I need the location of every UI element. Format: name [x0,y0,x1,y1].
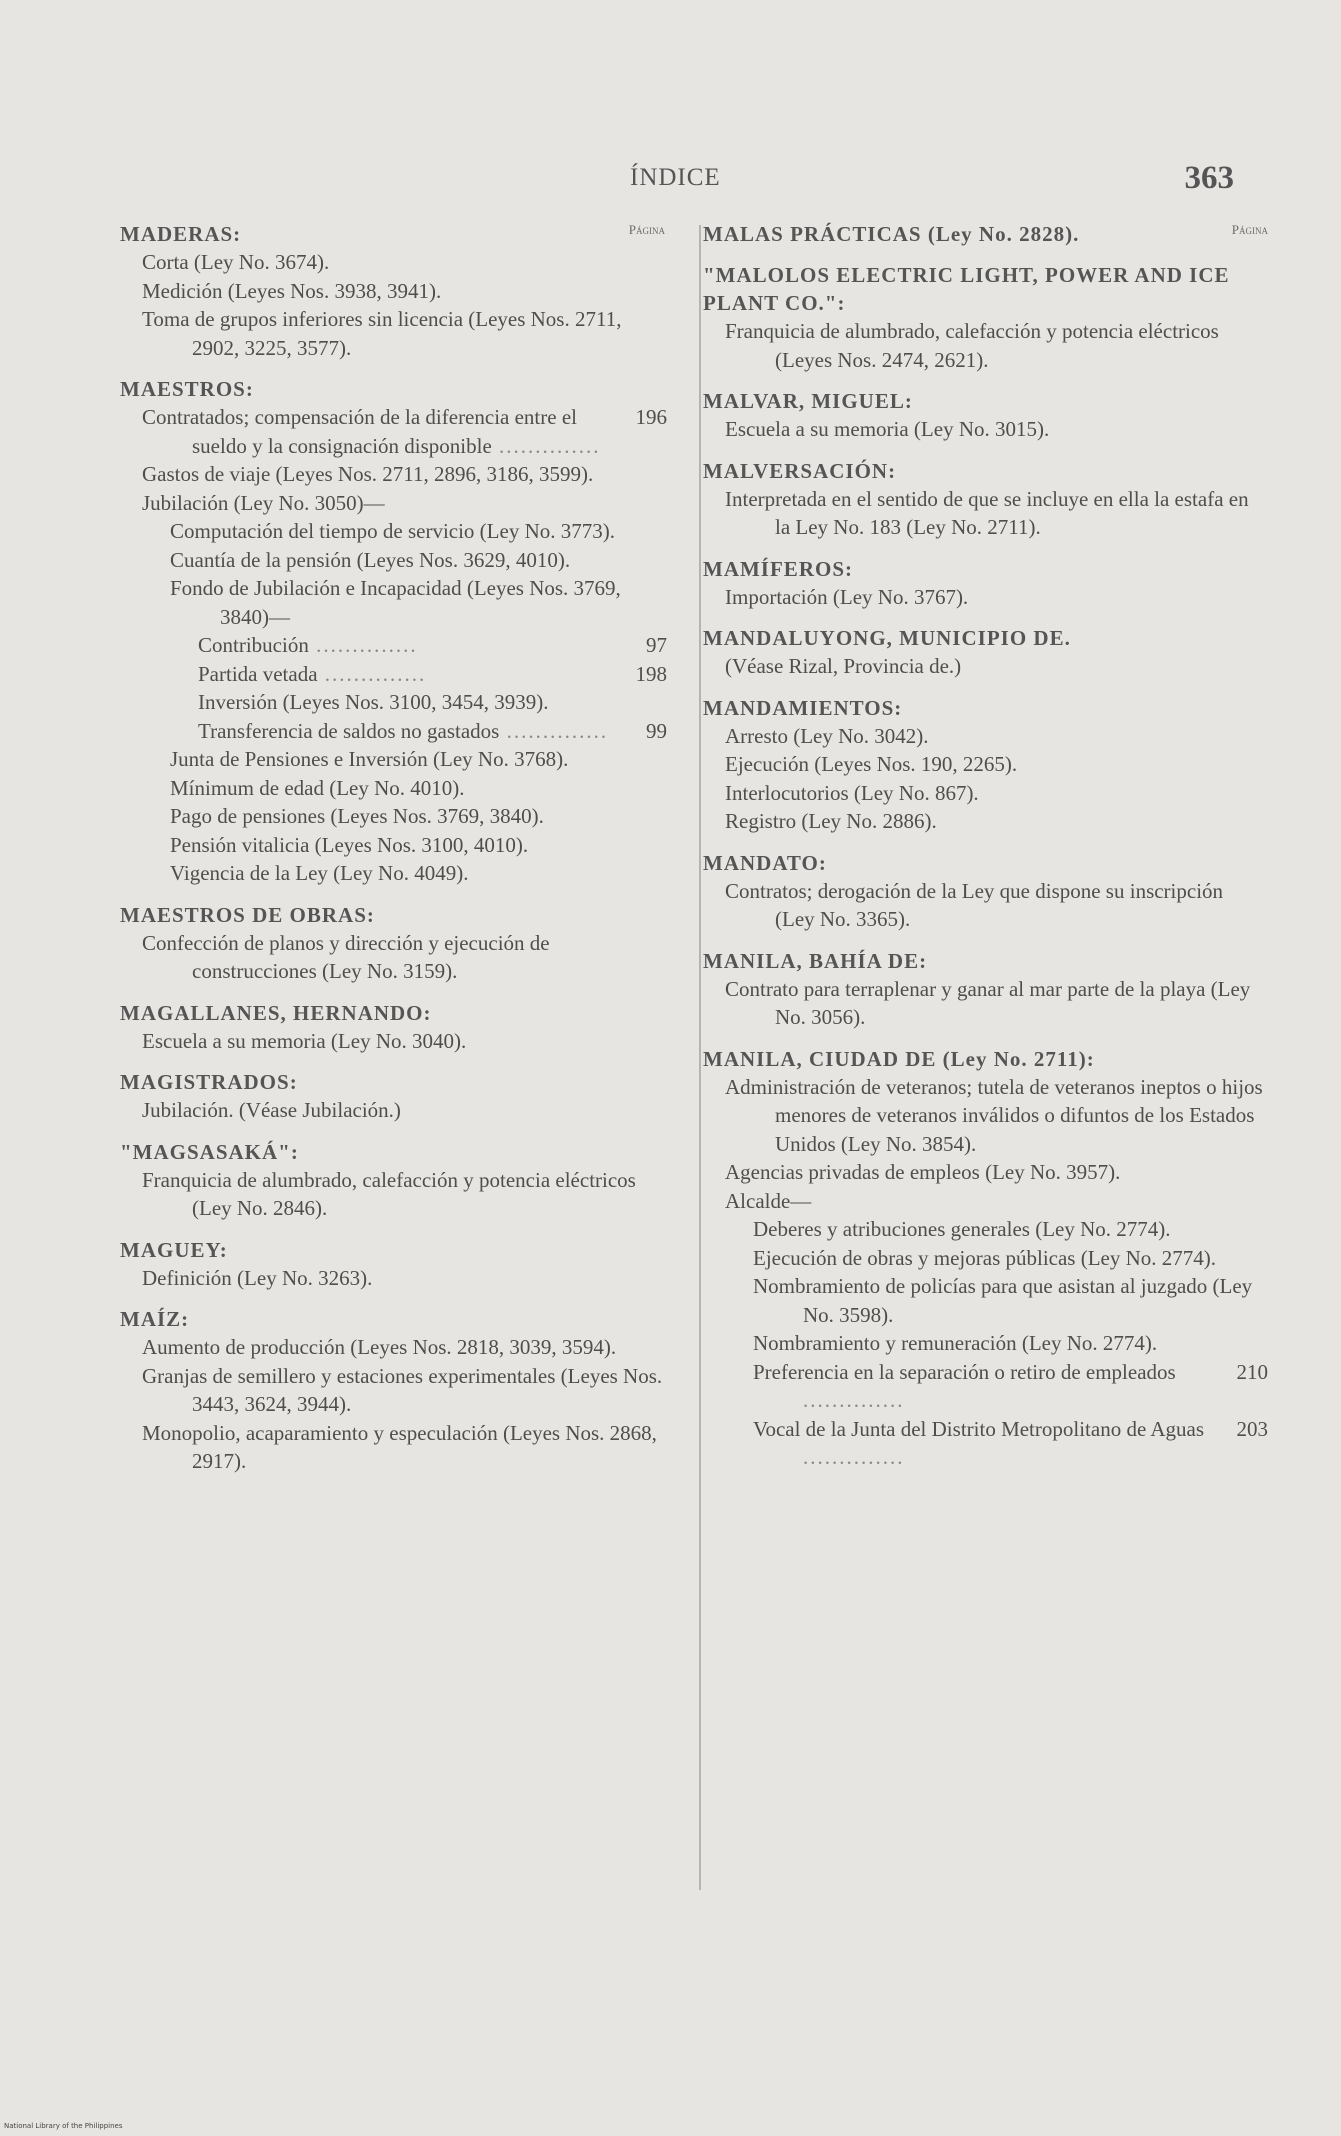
entry-subline [703,807,1263,836]
entry-subline [703,1187,1263,1216]
subline-text: Agencias privadas de empleos (Ley No. 3957). [725,1160,1121,1184]
subline-text: Alcalde— [725,1188,812,1213]
dot-leader: .............. [803,1388,905,1412]
entry-subline [703,1415,1268,1472]
index-entry [120,375,665,888]
subline-text: Gastos de viaje (Leyes Nos. 2711, 2896, 3186, 3599). [142,462,594,486]
index-entry [120,1305,665,1476]
entry-subline [120,574,665,631]
subline-text: Inversión (Leyes Nos. 3100, 3454, 3939). [198,690,549,714]
left-column [120,220,665,1489]
entry-subline [703,722,1263,751]
subline-text: Confección de planos y dirección y ejecución de construcciones (Ley No. 3159). [142,930,550,983]
index-entry [703,849,1263,934]
entry-subline [703,1329,1263,1358]
subline-text: Contratos; derogación de la Ley que dispone su inscripción (Ley No. 3365). [725,878,1224,931]
subline-text: Ejecución (Leyes Nos. 190, 2265). [725,752,1018,776]
entry-subline [703,1158,1263,1187]
page-number: 363 [1184,160,1234,196]
entry-heading: MAÍZ: [120,1307,190,1331]
index-entry [703,624,1263,681]
entry-subline [120,403,665,460]
subline-text: Toma de grupos inferiores sin licencia (Leyes Nos. 2711, 2902, 3225, 3577). [142,307,622,360]
entry-heading: MALAS PRÁCTICAS (Ley No. 2828). [703,222,1080,246]
subline-text: Franquicia de alumbrado, calefacción y potencia eléctricos (Leyes Nos. 2474, 2621). [725,319,1219,372]
entry-subline [703,975,1263,1032]
page-title: ÍNDICE [630,164,721,191]
entry-subline [120,1027,665,1056]
entry-heading: "MAGSASAKÁ": [120,1139,299,1164]
entry-heading: MANDATO: [703,850,827,875]
entry-subline [120,745,665,774]
subline-text: Pensión vitalicia (Leyes Nos. 3100, 4010). [170,832,529,857]
right-column [703,220,1268,1485]
dot-leader: .............. [317,661,427,686]
entry-subline [703,652,1263,681]
index-entry [703,694,1263,836]
entry-subline [120,248,665,277]
subline-text: Jubilación. (Véase Jubilación.) [142,1098,401,1122]
dot-leader: .............. [308,633,418,657]
entry-subline [120,546,665,575]
entry-subline [703,1358,1268,1415]
subline-text: Cuantía de la pensión (Leyes Nos. 3629, 4010). [170,547,571,572]
entry-heading: MAGALLANES, HERNANDO: [120,1000,432,1025]
subline-text: Mínimum de edad (Ley No. 4010). [170,775,465,800]
page-reference: 210 [1236,1359,1268,1384]
entry-subline [120,277,665,306]
footer-credit: National Library of the Philippines [4,2122,123,2130]
entry-heading: MANILA, BAHÍA DE: [703,948,928,973]
dot-leader: .............. [499,718,609,743]
subline-text: Junta de Pensiones e Inversión (Ley No. 3768). [170,747,569,771]
subline-text: Administración de veteranos; tutela de veteranos ineptos o hijos menores de veteranos inválidos o difuntos de los Estados Unidos (Ley No. 3854). [725,1074,1263,1156]
entry-subline [703,1073,1263,1159]
entry-subline [703,779,1263,808]
subline-text: Nombramiento de policías para que asistan al juzgado (Ley No. 3598). [753,1274,1253,1327]
index-entry [703,387,1263,444]
subline-text: Fondo de Jubilación e Incapacidad (Leyes Nos. 3769, 3840)— [170,576,621,629]
index-entry [703,555,1263,612]
entry-subline [120,489,665,518]
subline-text: Preferencia en la separación o retiro de empleados [753,1359,1176,1384]
entry-heading: "MALOLOS ELECTRIC LIGHT, POWER AND ICE PLANT CO.": [703,263,1230,315]
page-reference: 196 [635,405,667,429]
subline-text: Ejecución de obras y mejoras públicas (Ley No. 2774). [753,1245,1217,1270]
entry-subline [120,305,665,362]
entry-subline [703,750,1263,779]
entry-subline [703,1272,1263,1329]
dot-leader: .............. [491,433,601,458]
subline-text: Vocal de la Junta del Distrito Metropolitano de Aguas [753,1416,1205,1441]
subline-text: Granjas de semillero y estaciones experimentales (Leyes Nos. 3443, 3624, 3944). [142,1363,663,1416]
entry-subline [120,631,665,660]
entry-subline [120,717,665,746]
index-entry [120,220,665,362]
entry-subline [120,1419,665,1476]
index-entry [703,220,1263,248]
subline-text: Vigencia de la Ley (Ley No. 4049). [170,861,469,885]
entry-subline [120,831,665,860]
page-reference: 203 [1236,1416,1268,1441]
entry-heading: MAGISTRADOS: [120,1070,298,1094]
entry-heading: MALVERSACIÓN: [703,458,897,483]
entry-subline [703,415,1263,444]
index-entry [703,261,1263,374]
entry-subline [120,1264,665,1293]
entry-subline [120,688,665,717]
index-entry [703,947,1263,1032]
entry-subline [120,1362,665,1419]
entry-heading: MAESTROS DE OBRAS: [120,902,375,927]
page-reference: 99 [646,718,667,743]
entry-subline [703,1215,1263,1244]
subline-text: Medición (Leyes Nos. 3938, 3941). [142,278,442,303]
entry-heading: MALVAR, MIGUEL: [703,389,913,413]
entry-heading: MAESTROS: [120,377,254,401]
entry-heading: MAGUEY: [120,1237,228,1262]
subline-text: Escuela a su memoria (Ley No. 3015). [725,417,1050,441]
index-entry [120,999,665,1056]
subline-text: Deberes y atribuciones generales (Ley No. 2774). [753,1217,1171,1241]
entry-heading: MAMÍFEROS: [703,556,853,581]
subline-text: Franquicia de alumbrado, calefacción y potencia eléctricos (Ley No. 2846). [142,1167,636,1220]
index-entry [120,901,665,986]
index-entry [703,1045,1268,1472]
entry-subline [120,929,665,986]
entry-heading: MANILA, CIUDAD DE (Ley No. 2711): [703,1046,1095,1071]
index-entry [120,1236,665,1293]
subline-text: Importación (Ley No. 3767). [725,584,969,609]
subline-text: Pago de pensiones (Leyes Nos. 3769, 3840). [170,804,544,828]
running-head [0,160,1341,200]
entry-heading: MANDAMIENTOS: [703,695,903,720]
subline-text: Contribución [198,633,309,657]
index-entry [120,1138,665,1223]
entry-subline [703,877,1263,934]
entry-subline [703,317,1263,374]
subline-text: Aumento de producción (Leyes Nos. 2818, 3039, 3594). [142,1335,617,1359]
subline-text: Transferencia de saldos no gastados [198,718,500,743]
subline-text: Interpretada en el sentido de que se incluye en ella la estafa en la Ley No. 183 (Ley No. 2711). [725,486,1249,539]
subline-text: Partida vetada [198,661,318,686]
subline-text: (Véase Rizal, Provincia de.) [725,654,962,678]
entry-subline [120,1166,665,1223]
entry-subline [120,660,665,689]
subline-text: Contratados; compensación de la diferencia entre el sueldo y la consignación disponible [142,405,577,458]
subline-text: Computación del tiempo de servicio (Ley No. 3773). [170,519,615,543]
entry-heading: MADERAS: [120,222,242,246]
page-reference: 198 [635,661,667,686]
entry-subline [120,1096,665,1125]
subline-text: Definición (Ley No. 3263). [142,1265,373,1290]
column-divider [699,225,701,1890]
entry-subline [703,1244,1263,1273]
entry-subline [703,485,1263,542]
subline-text: Contrato para terraplenar y ganar al mar parte de la playa (Ley No. 3056). [725,976,1251,1029]
page-reference: 97 [646,633,667,657]
subline-text: Corta (Ley No. 3674). [142,250,330,274]
subline-text: Monopolio, acaparamiento y especulación (Leyes Nos. 2868, 2917). [142,1420,657,1473]
pagina-label: Página [1231,222,1268,237]
subline-text: Jubilación (Ley No. 3050)— [142,490,385,515]
entry-subline [120,802,665,831]
subline-text: Escuela a su memoria (Ley No. 3040). [142,1028,467,1053]
subline-text: Nombramiento y remuneración (Ley No. 2774). [753,1331,1158,1355]
subline-text: Arresto (Ley No. 3042). [725,723,929,748]
subline-text: Interlocutorios (Ley No. 867). [725,780,979,805]
index-entry [120,1068,665,1125]
entry-subline [703,583,1263,612]
entry-subline [120,774,665,803]
entry-subline [120,517,665,546]
entry-subline [120,1333,665,1362]
dot-leader: .............. [803,1445,905,1469]
pagina-label: Página [628,222,665,237]
subline-text: Registro (Ley No. 2886). [725,809,937,833]
index-entry [703,457,1263,542]
entry-subline [120,859,665,888]
entry-subline [120,460,665,489]
entry-heading: MANDALUYONG, MUNICIPIO DE. [703,626,1071,650]
